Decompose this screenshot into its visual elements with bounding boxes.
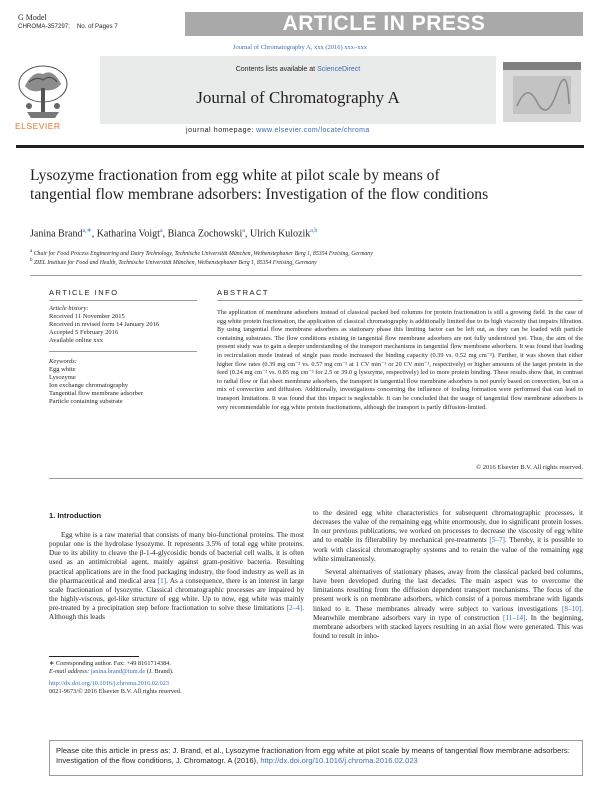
manuscript-meta <box>18 23 118 30</box>
masthead-divider <box>16 145 584 148</box>
author-list: Janina Brand$^{a,∗}$, Katharina Voigt$^a$, Bianca Zochowski$^a$, Ulrich Kulozik$^{a,b}$ <box>30 228 318 240</box>
affiliation-sup: b <box>30 258 33 263</box>
keyword: Ion exchange chromatography <box>49 382 129 389</box>
journal-reference: Journal of Chromatography A, xxx (2016) xxx–xxx <box>232 44 368 51</box>
keyword: Particle containing substrate <box>49 398 123 405</box>
email-tail: (J. Brand). <box>145 668 174 675</box>
paragraph <box>49 531 304 623</box>
paragraph-text: . Although this leads <box>49 604 304 622</box>
journal-homepage <box>186 127 370 134</box>
author-sup[interactable]: a <box>242 228 245 234</box>
corresponding-author-note: ∗ Corresponding author. Fax: +49 8161714384. <box>49 660 171 667</box>
abstract-heading: ABSTRACT <box>217 288 270 297</box>
article-in-press-banner: ARTICLE IN PRESS <box>185 12 583 36</box>
paragraph-text: . In the beginning, membrane adsorbers with stacked layers resulting in an axial flow were generated. This was found to result in inho- <box>313 613 583 641</box>
keyword: Lysozyme <box>49 374 76 381</box>
history-label: Article history: <box>49 305 89 312</box>
email-note <box>49 668 174 676</box>
homepage-link[interactable]: www.elsevier.com/locate/chroma <box>256 127 370 134</box>
issn-note: 0021-9673/© 2016 Elsevier B.V. All rights reserved. <box>49 688 182 695</box>
keyword: Egg white <box>49 366 76 373</box>
keyword: Tangential flow membrane adsorber <box>49 390 143 397</box>
affiliation-sup: a <box>30 249 33 254</box>
sciencedirect-link[interactable]: ScienceDirect <box>317 66 361 73</box>
citation-box <box>49 740 583 776</box>
contents-prefix: Contents lists available at <box>235 66 318 73</box>
author-name: Janina Brand <box>30 228 83 240</box>
contents-line <box>100 66 496 73</box>
article-info-heading: ARTICLE INFO <box>49 288 119 297</box>
author-sup[interactable]: a <box>159 228 163 234</box>
doi-link[interactable]: http://dx.doi.org/10.1016/j.chroma.2016.02.023 <box>49 680 170 687</box>
citation-text: Please cite this article in press as: J. Brand, et al., Lysozyme fractionation from egg white at pilot scale by means of tangential flow membrane adsorbers: Investigation of the flow conditions, J. Chromatogr. A (2016), <box>56 746 570 765</box>
journal-title: Journal of Chromatography A <box>196 88 400 107</box>
g-model-label: G Model <box>18 13 47 22</box>
abstract-copyright: © 2016 Elsevier B.V. All rights reserved. <box>476 464 583 471</box>
abstract-divider <box>217 300 583 301</box>
journal-cover-image <box>503 62 581 122</box>
affiliation-divider <box>30 275 582 276</box>
paragraph-text: Egg white is a raw material that consists of many bio-functional proteins. The most popular one is the hydrolase lysozyme. It represents 3.5% of total egg white proteins. Due to its ability to cleave the β-1-4-glycosidic bonds of bacterial cell walls, it is often used as an antimicrobial agent, mainly against gram-positive bacteria. Resulting practical applications are in the food packaging industry, the food industry as well as in the pharmaceutical and medical area <box>49 531 304 585</box>
keywords-divider <box>49 351 197 352</box>
left-column <box>49 531 304 623</box>
affiliation <box>30 249 373 257</box>
elsevier-tree-logo <box>15 62 71 122</box>
article-info-divider <box>49 300 197 301</box>
email-label: E-mail address: <box>49 668 91 675</box>
citation-link[interactable]: [1] <box>157 576 167 585</box>
right-column <box>313 509 583 641</box>
affiliation-text: ZIEL Institute for Food and Health, Technische Universität München, Weihenstephaner Berg 1, 85354 Freising, Germany <box>33 259 317 266</box>
paragraph-text: . As a consequence, there is an interest in large scale fractionation of lysozyme. Classical chromatographic processes are impaired by the highly-viscous, gel-like structure of egg white. Up to now, egg white was mainly pre-treated by a precipitation step before fractionation to solve these limitations <box>49 576 304 613</box>
history-item: Received 11 November 2015 <box>49 313 125 320</box>
elsevier-wordmark: ELSEVIER <box>15 121 61 131</box>
history-item: Accepted 5 February 2016 <box>49 329 119 336</box>
paragraph-text: . Meanwhile membrane adsorbers vary in type of construction <box>313 604 583 622</box>
section-heading: 1. Introduction <box>49 511 102 520</box>
citation-link[interactable]: [8–10] <box>562 604 582 613</box>
paragraph-text: Several alternatives of stationary phases, away from the classical packed bed columns, have been developed during the last decades. The main aspect was to overcome the limitations resulting from the diffusion dependent transport mechanisms. The focus of the present work is on membrane adsorbers, which consist of a porous membrane with ligands linked to it. These membranes already were subject to various investigations <box>313 567 583 613</box>
abstract-text: The application of membrane adsorbers instead of classical packed bed columns for protein fractionation is still a growing field. In the case of egg white protein fractionation, the application of classical chromatography is additionally limited due to its high viscosity that impairs filtration. By using tangential flow membrane adsorbers as stationary phase this limiting factor can be left out, as they can be loaded with particle containing substrates. The flow conditions existing in tangential flow membrane adsorbers are not fully understood yet. Thus, the aim of the present study was to gain a deeper understanding of the transport mechanisms in tangential flow membrane adsorbers. It was found that loading in recirculation mode instead of single pass mode increased the binding capacity (0.39 vs. 0.52 mg cm⁻²). Further, it was shown that either higher flow rates (0.39 mg cm⁻² vs. 0.57 mg cm⁻² at 1 CV min⁻¹ or 20 CV min⁻¹, respectively) or higher amounts of the target protein in the feed (0.24 mg cm⁻² vs. 0.85 mg cm⁻² for 2.5 or 39.0 g lysozyme, respectively) led to more protein binding. These results show that, in contrast to radial flow or flat sheet membrane adsorbers, the transport in tangential flow membrane adsorbers is not purely based on convection, but on a mix of convection and diffusion. Additionally, investigations concerning the influence of fouling formation were performed that can lead to transport limitations. It was found that this impact is neglectable. It can be concluded that the usage of tangential flow membrane adsorbers is very recommendable for egg white protein fractionations, although the transport is partly diffusion-limited. <box>217 309 583 411</box>
homepage-label: journal homepage: <box>186 127 255 134</box>
manuscript-id: CHROMA-357297; <box>18 23 70 30</box>
citation-link[interactable]: [5–7] <box>489 536 505 545</box>
author-name: Ulrich Kulozik <box>249 228 311 240</box>
affiliation <box>30 258 317 266</box>
page-count: No. of Pages 7 <box>76 23 118 30</box>
email-link[interactable]: janina.brand@tum.de <box>90 668 146 675</box>
paragraph <box>313 509 583 564</box>
author-name: Katharina Voigt <box>96 228 160 240</box>
abstract-bottom-divider <box>49 478 583 479</box>
citation-link[interactable]: [2–4] <box>286 604 303 613</box>
keywords-label: Keywords: <box>49 358 77 365</box>
citation-doi-link[interactable]: http://dx.doi.org/10.1016/j.chroma.2016.02.023 <box>260 756 418 765</box>
history-item: Received in revised form 14 January 2016 <box>49 321 160 328</box>
paragraph-text: . Thereby, it is possible to work with classical chromatography systems and to retain the value of the remaining egg white simultaneously. <box>313 536 583 563</box>
article-title: Lysozyme fractionation from egg white at pilot scale by means of tangential flow membrane adsorbers: Investigation of the flow conditions <box>30 167 489 203</box>
footnote-divider <box>49 656 139 657</box>
paragraph <box>313 568 583 641</box>
author-sup[interactable]: a,∗ <box>82 228 92 234</box>
cover-graphic <box>503 62 581 122</box>
paragraph-text: to the desired egg white characteristics for subsequent chromatographic processes, it decreases the value of the remaining egg white enormously, due to significant protein losses. In our previous publications, we worked on processes to decrease the viscosity of egg white and to enable its filterability by mechanical pre-treatments <box>313 509 583 545</box>
history-item: Available online xxx <box>49 337 104 344</box>
author-name: Bianca Zochowski <box>167 228 243 240</box>
citation-link[interactable]: [11–14] <box>503 613 526 622</box>
author-sup[interactable]: a,b <box>310 228 318 234</box>
affiliation-text: Chair for Food Process Engineering and Dairy Technology, Technische Universität München, Weihenstephaner Berg 1, 85354 Freising, Germany <box>33 250 373 257</box>
